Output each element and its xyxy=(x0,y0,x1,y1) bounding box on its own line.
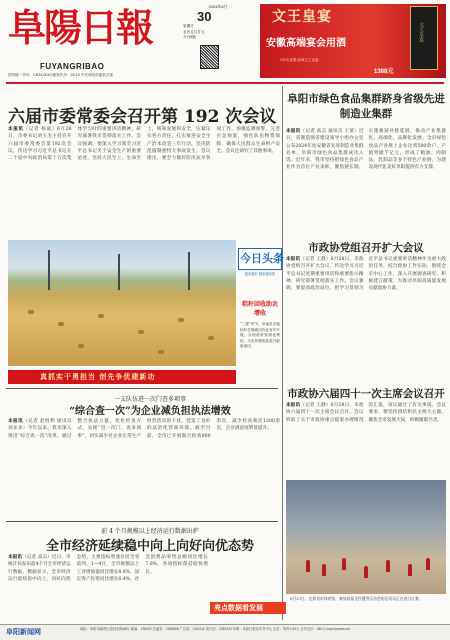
mid-article-body xyxy=(286,256,446,380)
ad-box-label: 文王皇宴 xyxy=(418,22,424,42)
bale-icon xyxy=(158,350,164,354)
right-headline[interactable]: 阜阳市绿色食品集群跻身省级先进制造业集群 xyxy=(287,93,445,120)
footer-logo[interactable]: 阜阳新闻网 xyxy=(6,629,41,636)
bale-icon xyxy=(58,322,64,326)
left2-article-lead: 本报讯 xyxy=(8,419,24,424)
left2-kicker: 一支队伍进一次门查多项事 xyxy=(113,396,186,403)
bale-icon xyxy=(138,330,144,334)
mid-article-lead: 本报讯 xyxy=(286,257,301,262)
sidebox-body: “三夏”时节，阜南县各地秸秆打捆离田作业有序开展，实现秸秆资源化利用，为农民增收致富开辟新途径。 xyxy=(240,322,280,349)
qr-code-icon xyxy=(200,45,219,69)
pylon-icon xyxy=(48,250,50,290)
masthead-rule xyxy=(6,82,444,84)
left3-headline[interactable]: 全市经济延续稳中向上向好向优态势 xyxy=(45,539,254,554)
main-article-text: （记者 杨波）6月28日，市委书记刘玉杰主持召开六届市委常委会第192次会议，传达学习习近平总书记在二十届中央政治局第十五次集体学习时的重要讲话精神，研究部署我市贯彻落实工作。会议强调，要深入学习领会习近平总书记关于安全生产的重要论述，坚持人民至上、生命至上，统筹发展和安全，压紧压实各方责任，扎实推进安全生产治本攻坚三年行动，坚决防范遏制重特大事故发生。会议指出，要全力做好防汛抗旱各项工作，加强监测预警，完善应急预案，强化队伍物资保障，确保人民群众生命财产安全。会议还研究了其他事项。 xyxy=(8,127,280,162)
left3-kicker: 前 4 个月规模以上经济运行数据出炉 xyxy=(101,528,199,535)
left3-article-text: （记者 高志）近日，市统计局发布前4个月全市经济运行数据。数据显示，全市经济运行延续稳中向上、向好向优态势，主要指标增速位居全省前列。1—4月，全市规模以上工业增加值同比增长8.8%，固定资产投资同比增长6.4%，社会消费品零售总额同比增长7.0%，各项指标保持较快增长。 xyxy=(8,555,208,582)
ad-slogan: 安徽高端宴会用酒 xyxy=(266,38,346,49)
performer-icon xyxy=(306,560,310,572)
section-rule xyxy=(6,521,278,522)
wheat-field-photo[interactable] xyxy=(8,240,236,366)
performer-icon xyxy=(386,560,390,572)
sidebox-title: 秸秆回收助农增收 xyxy=(241,301,278,317)
ad-brand: 文王皇宴 xyxy=(272,9,332,25)
mid-article-text: （记者 王静）6月28日，市政协党组召开扩大会议，传达学习习近平总书记近期重要讲话和重要指示精神，研究部署贯彻落实工作。会议强调，要提高政治站位，把学习贯彻习近平总书记重要讲话精神作为重大政治任务，结合政协工作实际，围绕全市中心工作，深入开展调查研究，积极建言献策，为推动阜阳高质量发展贡献政协力量。 xyxy=(286,257,446,292)
bale-icon xyxy=(28,310,34,314)
date-lunar: 农历五月廿五 xyxy=(183,29,205,34)
right3-article-text: （记者 王静）6月28日，市政协六届四十一次主席会议召开。会议听取了关于市政协重点提案办理情况的汇报，审议通过了有关事项。会议要求，要坚持团结和民主两大主题，聚焦全市发展大局，积极履职尽责。 xyxy=(286,403,446,423)
performer-icon xyxy=(364,566,368,578)
main-headline[interactable]: 六届市委常委会召开第 192 次会议 xyxy=(8,107,277,127)
footer-info: 地址：阜阳市颍州区清河东路88号 邮编：236000 总编室：2268888 广告部：2261111 发行部：2263333 印刷：阜阳日报社印务中心 定价：每份1.50元 全年定价：480元 www.fynews.net xyxy=(80,627,351,631)
section-rule xyxy=(6,388,278,389)
pylon-icon xyxy=(188,252,190,290)
main-article-body xyxy=(8,126,280,234)
date-weekday: 星期日 xyxy=(183,24,194,28)
bale-icon xyxy=(78,344,84,348)
main-article-lead: 本报讯 xyxy=(8,127,24,132)
bale-icon xyxy=(178,318,184,322)
gym-performance-photo[interactable] xyxy=(286,480,446,594)
photo-caption: 6月27日，在界首市体育馆，参加首届全民健身运动会的运动员正在进行比赛。 xyxy=(290,596,423,601)
ad-price: 1388元 xyxy=(374,69,394,75)
slogan-banner-text: 真抓实干勇担当 创先争优建新功 xyxy=(40,372,156,381)
right3-article-body xyxy=(286,402,446,476)
ad-small-text: 100名优酒·品味文王皇宴 xyxy=(280,58,319,62)
right3-headline[interactable]: 市政协六届四十一次主席会议召开 xyxy=(287,388,445,400)
left3-article-lead: 本报讯 xyxy=(8,555,23,560)
badge-subtitle: 越来越好·越来越阜阳 xyxy=(244,272,276,276)
date-year: 2024年6月 xyxy=(208,4,228,9)
bale-icon xyxy=(208,336,214,340)
column-divider xyxy=(282,86,283,620)
right-article-text: （记者 高志 通讯员 王蕾）近日，省制造强省建设领导小组办公室公布2024年度安徽省先进制造业集群名单，阜阳市绿色食品集群成功入选。近年来，我市坚持把绿色食品产业作为首位产业来抓，聚焦链长制，实施强链补链延链，推动产业集群化、高端化、品牌化发展。全市绿色食品产业规上企业达到500余户，产值突破千亿元，形成了粮油、肉制品、乳制品等多个特色产业链，为建设现代化美好阜阳提供有力支撑。 xyxy=(286,129,446,171)
date-box xyxy=(183,4,253,41)
highlight-data-label: 亮点数据看发展 xyxy=(214,603,263,612)
right3-article-lead: 本报讯 xyxy=(286,403,301,408)
left3-article-body xyxy=(8,554,208,620)
performer-icon xyxy=(426,558,430,570)
badge-title: 今日头条 xyxy=(240,252,284,265)
mid-headline[interactable]: 市政协党组召开扩大会议 xyxy=(308,242,424,254)
issue-pages: 今日8版 xyxy=(183,35,196,39)
performer-icon xyxy=(342,558,346,570)
masthead-pinyin: FUYANGRIBAO xyxy=(40,62,105,71)
pylon-icon xyxy=(118,254,120,290)
performer-icon xyxy=(408,564,412,576)
left2-headline[interactable]: “综合查一次”为企业减负担执法增效 xyxy=(69,406,231,417)
left2-article-text: （记者 赵胜利 通讯员 刘多多）今年以来，我市深入推进“综合查一次”改革，通过整合执法力量，优化检查方式，实现“进一次门、查多项事”，切实减少对企业正常生产经营活动的干扰，营造了良好的法治化营商环境。截至目前，全市已开展联合检查800余次，减少检查频次1200余次，企业满意度明显提升。 xyxy=(8,419,280,439)
bale-icon xyxy=(98,314,104,318)
right-article-lead: 本报讯 xyxy=(286,129,301,134)
masthead-title: 阜陽日報 xyxy=(8,5,153,50)
masthead-meta: 国内统一刊号：CN34-0010 邮发代号：25-10 中共阜阳市委机关报 xyxy=(8,73,114,77)
performer-icon xyxy=(322,564,326,576)
left2-article-body xyxy=(8,418,280,518)
date-day: 30 xyxy=(197,9,212,24)
right-article-body xyxy=(286,128,446,234)
